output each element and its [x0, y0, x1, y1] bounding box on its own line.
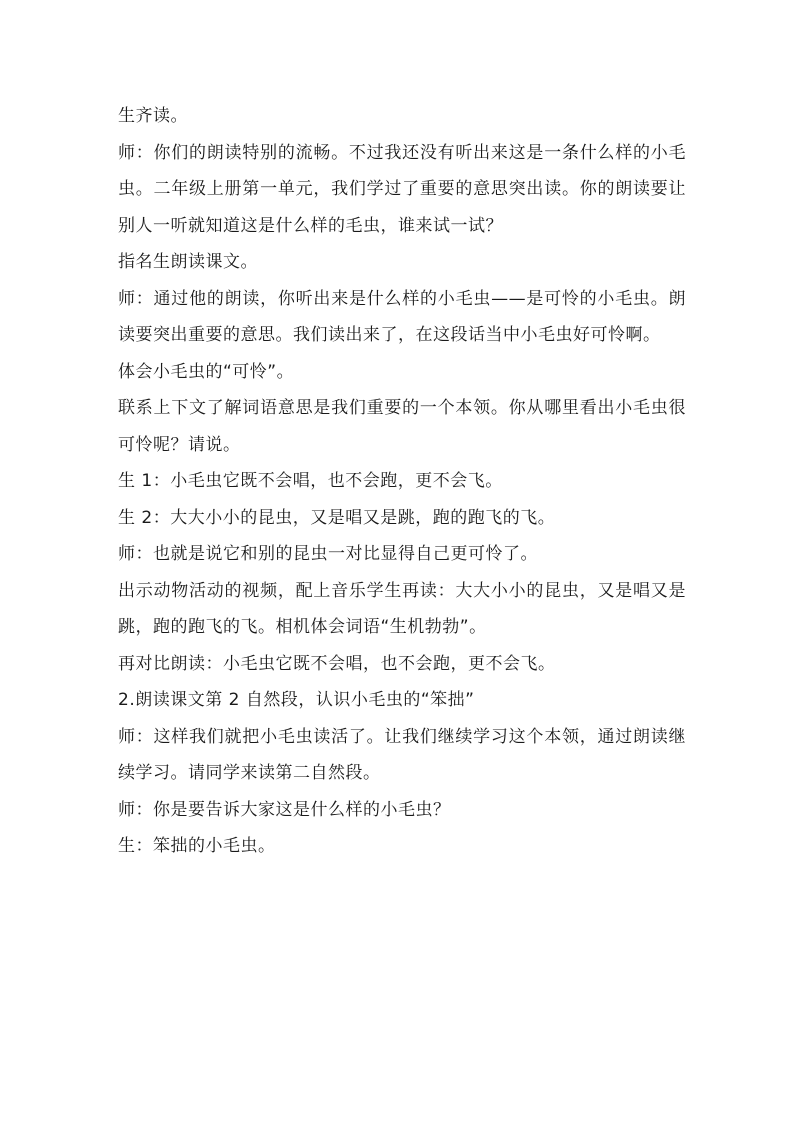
paragraph-context-meaning: 联系上下文了解词语意思是我们重要的一个本领。你从哪里看出小毛虫很可怜呢？请说。: [118, 398, 686, 455]
paragraph-teacher-fluency: 师：你们的朗读特别的流畅。不过我还没有听出来这是一条什么样的小毛虫。二年级上册第一单元，我们学过了重要的意思突出读。你的朗读要让别人一听就知道这是什么样的毛虫，谁来试一试？: [118, 142, 686, 236]
paragraph-compare-reading: 再对比朗读：小毛虫它既不会唱，也不会跑，更不会飞。: [118, 653, 556, 674]
paragraph-student-reads: 指名生朗读课文。: [118, 252, 258, 272]
section-heading-clumsy: 2.朗读课文第 2 自然段，认识小毛虫的“笨拙”: [118, 690, 475, 710]
paragraph-student-clumsy: 生：笨拙的小毛虫。: [118, 836, 276, 856]
paragraph-read-together: 生齐读。: [118, 106, 188, 126]
paragraph-teacher-compare: 师：也就是说它和别的昆虫一对比显得自己更可怜了。: [118, 544, 538, 564]
document-body: [118, 98, 686, 865]
paragraph-teacher-question: 师：你是要告诉大家这是什么样的小毛虫？: [118, 799, 451, 820]
paragraph-student-1: 生 1：小毛虫它既不会唱，也不会跑，更不会飞。: [118, 471, 503, 491]
paragraph-teacher-pitiful: 师：通过他的朗读，你听出来是什么样的小毛虫——是可怜的小毛虫。朗读要突出重要的意思。我们读出来了，在这段话当中小毛虫好可怜啊。: [118, 288, 686, 345]
paragraph-video-music: 出示动物活动的视频，配上音乐学生再读：大大小小的昆虫，又是唱又是跳，跑的跑飞的飞。相机体会词语“生机勃勃”。: [118, 580, 686, 637]
paragraph-student-2: 生 2：大大小小的昆虫，又是唱又是跳，跑的跑飞的飞。: [118, 507, 556, 528]
paragraph-experience-pitiful: 体会小毛虫的“可怜”。: [118, 361, 295, 382]
paragraph-teacher-continue: 师：这样我们就把小毛虫读活了。让我们继续学习这个本领，通过朗读继续学习。请同学来读第二自然段。: [118, 726, 686, 783]
